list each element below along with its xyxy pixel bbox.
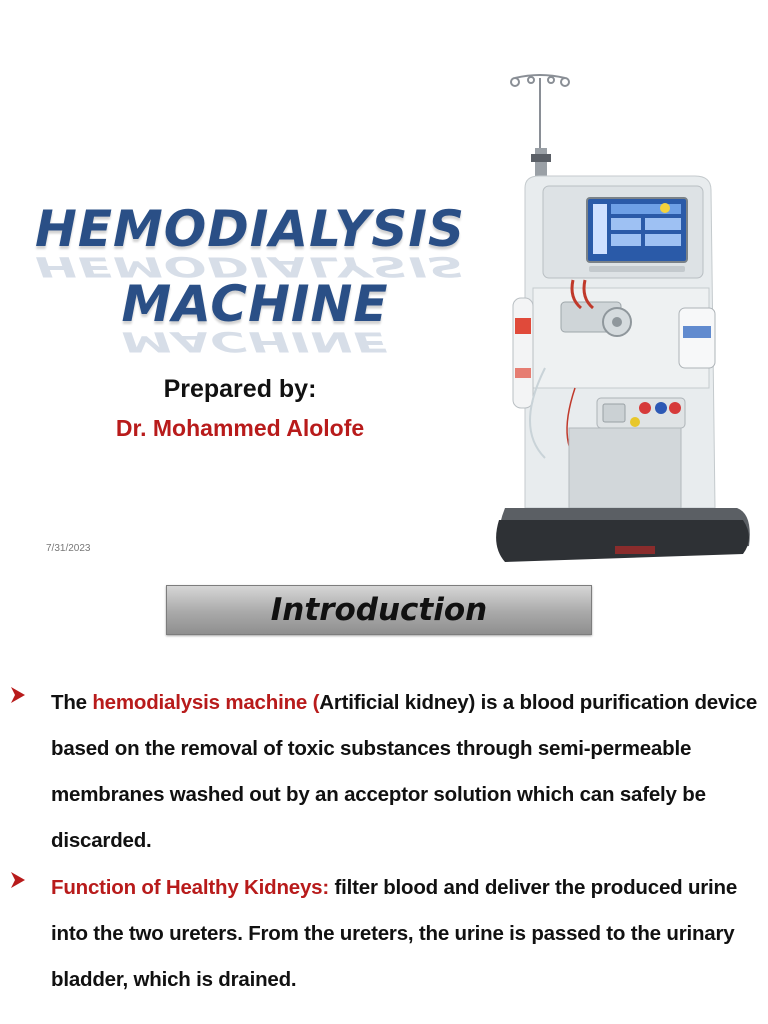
bullet2-highlight: Function of Healthy Kidneys:	[51, 876, 329, 899]
title-line-2-reflection: MACHINE	[121, 326, 389, 358]
title-line-2: MACHINE	[121, 275, 389, 333]
introduction-heading: Introduction	[270, 592, 488, 628]
author-name: Dr. Mohammed Alolofe	[115, 415, 365, 441]
bullet-list	[0, 680, 768, 1004]
arrow-bullet-icon	[10, 686, 26, 704]
bullet-item-kidney-function	[0, 865, 768, 1003]
bullet2-text: filter blood and deliver the produced urine into the two ureters. From the ureters, the urine is passed to the urinary bladder, which is drained.	[51, 876, 738, 991]
title-line-1: HEMODIALYSIS	[35, 200, 465, 258]
bullet1-text: Artificial kidney) is a blood purification device based on the removal of toxic substances through semi-permeable membranes washed out by an acceptor solution which can safely be discarded.	[51, 691, 758, 852]
introduction-heading-box	[166, 585, 592, 635]
prepared-by-label: Prepared by:	[163, 375, 317, 403]
iv-pole	[511, 75, 569, 158]
bullet1-highlight: hemodialysis machine (	[92, 691, 320, 714]
arrow-bullet-icon	[10, 871, 26, 889]
bullet-item-definition	[0, 680, 768, 864]
hemodialysis-machine-image	[485, 68, 760, 568]
bullet1-lead: The	[51, 691, 93, 714]
title-line-1-reflection: HEMODIALYSIS	[35, 251, 465, 283]
slide-date: 7/31/2023	[46, 543, 91, 554]
